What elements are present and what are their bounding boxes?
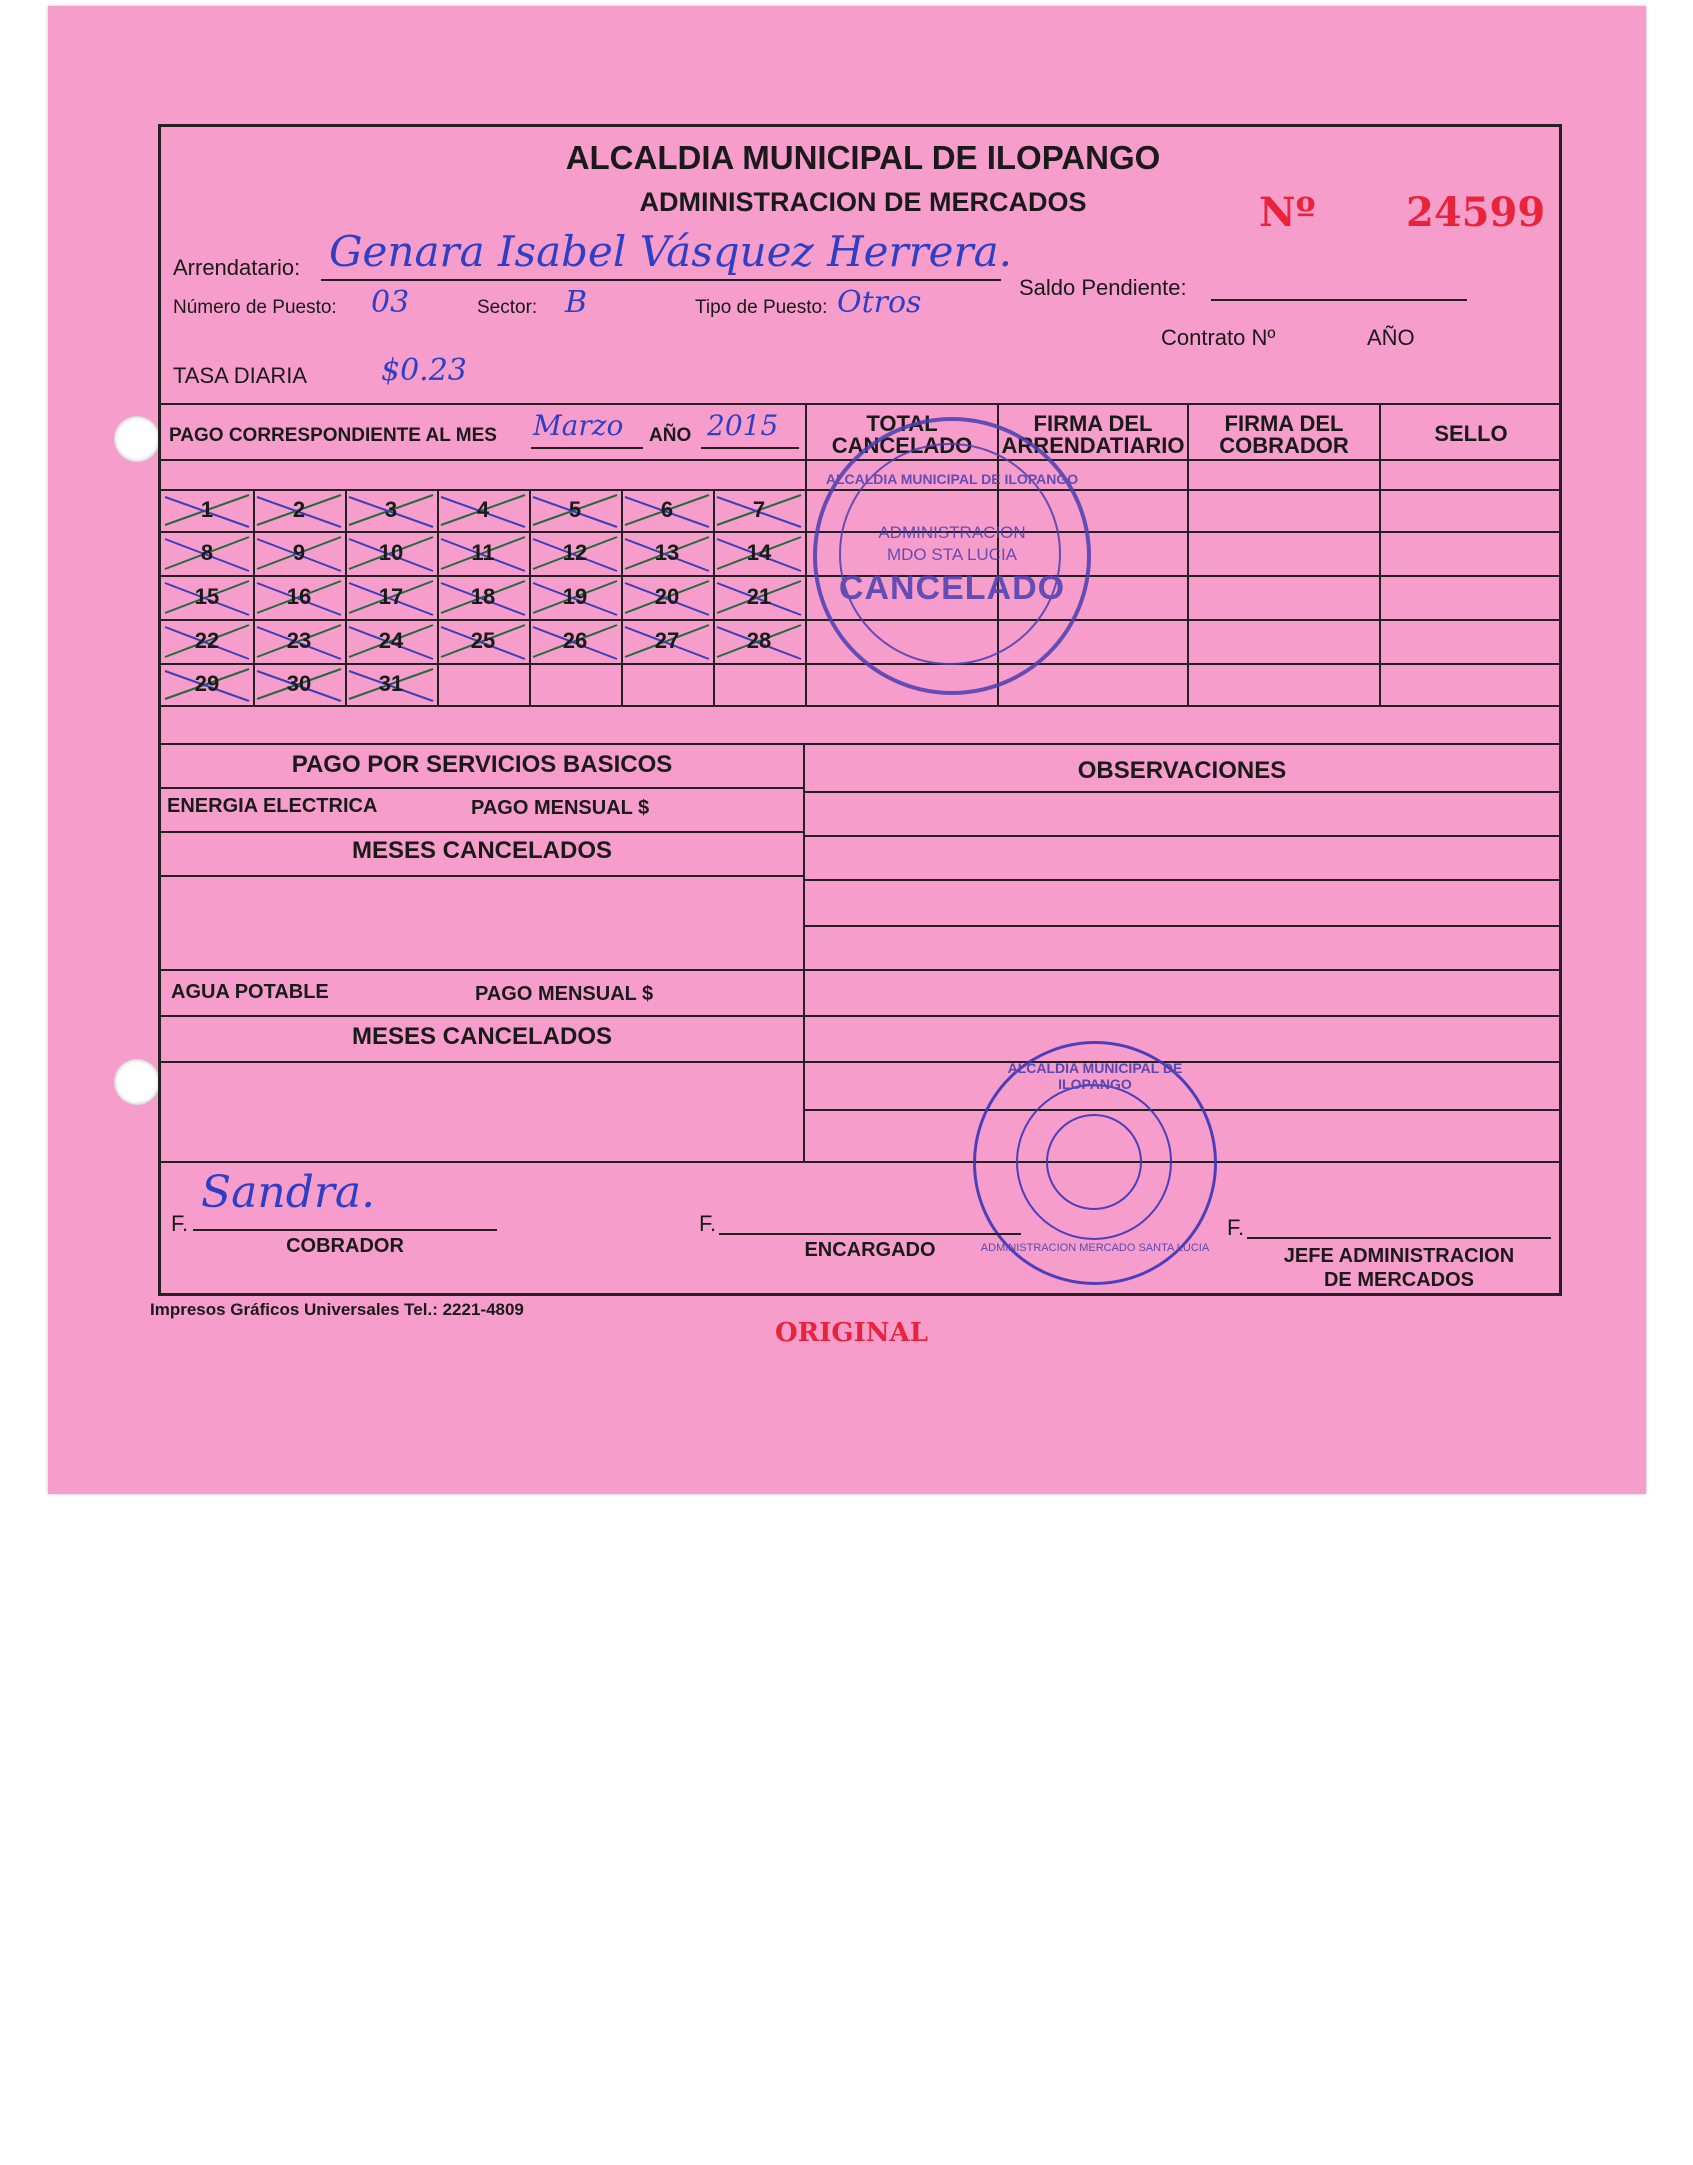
col-line-sello (1379, 403, 1381, 705)
obs-line-3 (803, 879, 1561, 881)
puesto-value: 03 (371, 285, 410, 320)
col-line-total (805, 403, 807, 705)
jefe-line (1247, 1237, 1551, 1239)
encargado-line (719, 1233, 1021, 1235)
day-cell (713, 619, 805, 663)
day-number: 8 (200, 540, 214, 565)
cobrador-line (193, 1229, 497, 1231)
day-cell (345, 575, 437, 619)
day-number: 17 (378, 584, 404, 609)
day-number: 10 (378, 540, 404, 565)
day-cell (713, 575, 805, 619)
signatures-top-line (161, 1161, 1561, 1163)
day-number: 7 (752, 497, 766, 522)
energia-label: ENERGIA ELECTRICA (167, 795, 378, 817)
day-number: 3 (384, 497, 398, 522)
day-number: 6 (660, 497, 674, 522)
day-number: 15 (194, 584, 220, 609)
day-number: 30 (286, 671, 312, 696)
tasa-label: TASA DIARIA (173, 363, 308, 388)
sig-f3: F. (1227, 1215, 1245, 1240)
stamp1-ring: ALCALDIA MUNICIPAL DE ILOPANGO (825, 471, 1079, 487)
day-cell (529, 619, 621, 663)
day-number: 1 (200, 497, 214, 522)
puesto-label: Número de Puesto: (173, 297, 337, 318)
col-sello-header: SELLO (1434, 421, 1508, 446)
col-firma-arrendatario-header: FIRMA DEL ARRENDATIARIO (1001, 411, 1185, 458)
contrato-ano-label: AÑO (1367, 325, 1415, 350)
day-cell (253, 489, 345, 531)
table-top-line (161, 403, 1561, 405)
services-top-line (161, 743, 1561, 745)
day-number: 25 (470, 628, 496, 653)
day-cell (253, 531, 345, 575)
mes-line (531, 447, 643, 449)
agua-pago-mensual: PAGO MENSUAL $ (475, 983, 654, 1005)
cancelado-stamp (813, 417, 1091, 695)
col-total-header: TOTAL CANCELADO (831, 411, 973, 458)
day-number: 28 (746, 628, 772, 653)
stamp1-line2: MDO STA LUCIA (886, 545, 1018, 564)
mes-ano-line (701, 447, 799, 449)
day-number: 11 (471, 540, 495, 565)
form-subtitle: ADMINISTRACION DE MERCADOS (639, 187, 1087, 217)
saldo-label: Saldo Pendiente: (1019, 275, 1187, 300)
receipt-number: 24599 (1406, 189, 1546, 236)
agua-bottom-line (161, 1015, 1561, 1017)
day-cell (345, 619, 437, 663)
day-number: 19 (562, 584, 588, 609)
day-number: 5 (568, 497, 582, 522)
sector-value: B (565, 285, 588, 320)
day-number: 31 (378, 671, 404, 696)
receipt-number-label: Nº (1259, 189, 1316, 236)
seal-inner-text: ADMINISTRACION MERCADO SANTA LUCIA (980, 1242, 1210, 1254)
day-cell (253, 619, 345, 663)
agua-top-line (161, 969, 1561, 971)
obs-line-4 (803, 925, 1561, 927)
day-cell (529, 531, 621, 575)
day-cell (161, 663, 253, 705)
day-number: 14 (746, 540, 772, 565)
day-number: 16 (286, 584, 312, 609)
punch-hole-top (114, 416, 160, 462)
arrendatario-value: Genara Isabel Vásquez Herrera. (329, 227, 1012, 276)
mes-label: PAGO CORRESPONDIENTE AL MES (169, 425, 497, 446)
day-number: 24 (378, 628, 404, 653)
day-cell (621, 575, 713, 619)
day-cell (161, 489, 253, 531)
encargado-label: ENCARGADO (804, 1239, 936, 1261)
cobrador-signature: Sandra. (201, 1167, 376, 1218)
day-number: 13 (654, 540, 680, 565)
energia-meses: MESES CANCELADOS (351, 837, 613, 864)
mes-ano-label: AÑO (649, 425, 692, 446)
arrendatario-line (321, 279, 1001, 281)
day-number: 20 (654, 584, 680, 609)
day-cell (253, 663, 345, 705)
sector-label: Sector: (477, 297, 538, 318)
day-number: 21 (746, 584, 772, 609)
sig-f2: F. (699, 1211, 717, 1236)
receipt-form (158, 124, 1562, 1296)
jefe-label-1: JEFE ADMINISTRACION (1283, 1245, 1515, 1267)
agua-label: AGUA POTABLE (171, 981, 329, 1003)
day-cell (713, 489, 805, 531)
day-number: 4 (476, 497, 490, 522)
day-number: 23 (286, 628, 312, 653)
col-firma-cobrador-header: FIRMA DEL COBRADOR (1219, 411, 1349, 458)
energia-meses-line (161, 875, 803, 877)
day-cell (437, 489, 529, 531)
day-cell (161, 575, 253, 619)
obs-line-2 (803, 835, 1561, 837)
day-cell (529, 575, 621, 619)
energia-top-line (161, 787, 803, 789)
obs-line-1 (803, 791, 1561, 793)
original-label: ORIGINAL (775, 1318, 929, 1348)
tasa-value: $0.23 (381, 353, 467, 388)
energia-pago-mensual: PAGO MENSUAL $ (471, 797, 650, 819)
sig-f1: F. (171, 1211, 189, 1236)
printer-credit: Impresos Gráficos Universales Tel.: 2221-4809 (150, 1300, 524, 1319)
mes-ano-value: 2015 (707, 409, 779, 442)
day-cell (621, 489, 713, 531)
day-number: 27 (654, 628, 680, 653)
col-line-firma-cob (1187, 403, 1189, 705)
day-cell (161, 531, 253, 575)
day-number: 29 (194, 671, 220, 696)
services-title: PAGO POR SERVICIOS BASICOS (291, 751, 673, 778)
observaciones-title: OBSERVACIONES (1077, 757, 1287, 784)
day-cell (345, 531, 437, 575)
day-number: 22 (194, 628, 220, 653)
day-cell (161, 619, 253, 663)
contrato-label: Contrato Nº (1161, 325, 1276, 350)
day-number: 2 (292, 497, 306, 522)
row-line-6 (161, 705, 1561, 707)
form-title: ALCALDIA MUNICIPAL DE ILOPANGO (565, 139, 1161, 176)
day-cell (529, 489, 621, 531)
tipo-value: Otros (837, 285, 922, 320)
mes-value: Marzo (533, 409, 624, 442)
punch-hole-bottom (114, 1059, 160, 1105)
jefe-label-2: DE MERCADOS (1323, 1269, 1474, 1291)
day-cell (621, 531, 713, 575)
day-cell (437, 531, 529, 575)
cobrador-label: COBRADOR (286, 1235, 404, 1257)
day-cell (345, 489, 437, 531)
energia-bottom-line (161, 831, 803, 833)
services-divider (803, 743, 805, 1163)
arrendatario-label: Arrendatario: (173, 255, 301, 280)
day-cell (437, 575, 529, 619)
day-cell (345, 663, 437, 705)
day-cell (621, 619, 713, 663)
day-cell (253, 575, 345, 619)
seal-ring-text: ALCALDIA MUNICIPAL DE ILOPANGO (1007, 1060, 1183, 1092)
day-number: 18 (470, 584, 496, 609)
agua-meses-line (161, 1061, 1561, 1063)
day-number: 9 (292, 540, 306, 565)
saldo-line (1211, 299, 1467, 301)
agua-meses: MESES CANCELADOS (351, 1023, 613, 1050)
stamp1-main: CANCELADO (838, 569, 1066, 607)
stamp1-line1: ADMINISTRACION (878, 523, 1026, 542)
day-number: 12 (562, 540, 588, 565)
day-cell (713, 531, 805, 575)
day-number: 26 (562, 628, 588, 653)
day-cell (437, 619, 529, 663)
tipo-label: Tipo de Puesto: (695, 297, 828, 318)
